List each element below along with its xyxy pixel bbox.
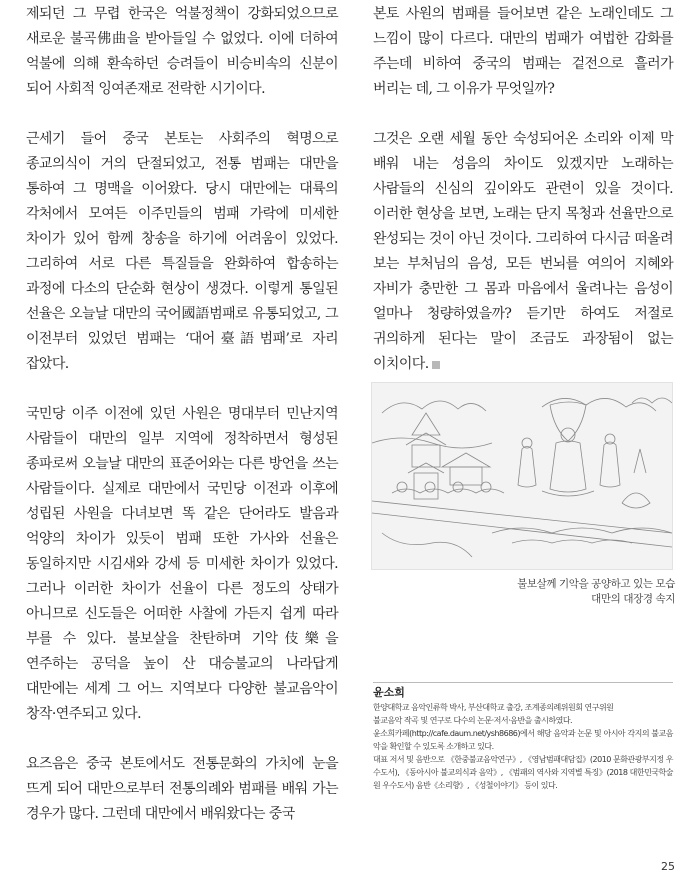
caption-line: 대만의 대장경 속지 <box>591 593 675 605</box>
author-bio <box>373 682 673 792</box>
page-number: 25 <box>661 860 675 873</box>
body-paragraph: 국민당 이주 이전에 있던 사원은 명대부터 민난지역 사람들이 대만의 일부 지역에 정착하면서 형성된 종파로써 오늘날 대만의 표준어와는 다른 방언을 쓰는 사람들이다. 실제로 대만에서 국민당 이전과 이후에 성립된 사원을 다녀보면 똑 같은 단어라도 발음과 억양의 차이가 있듯이 범패 또한 가사와 선율은 동일하지만 시김새와 강세 등 미세한 차이가 있었다. 그러나 이러한 차이가 선율이 다른 정도의 상태가 아니므로 신도들은 어떠한 사찰에 가든지 쉽게 따라 부를 수 있다. 불보살을 찬탄하며 기악伎樂을 연주하는 공덕을 높이 산 대승불교의 나라답게 대만에는 세계 그 어느 지역보다 다양한 불교음악이 창작·연주되고 있다. <box>26 406 338 722</box>
right-text-column <box>373 2 673 377</box>
bio-line: 불교음악 작곡 및 연구로 다수의 논문·저서·음반을 출시하였다. <box>373 716 573 725</box>
end-of-article-mark <box>432 361 440 369</box>
bio-line: 윤소희카페(http://cafe.daum.net/ysh8686)에서 해당 음악과 논문 및 아시아 각지의 불교음악을 확인할 수 있도록 소개하고 있다. <box>373 729 673 751</box>
bio-divider <box>373 682 673 683</box>
bio-line: 대표 저서 및 음반으로 《한중불교음악연구》, 《영남범패대담집》(2010 문화관광부지정 우수도서), 《동아시아 불교의식과 음악》, 《범패의 역사와 지역별 특징》(2018 대한민국학술원 우수도서) 음반《소리향》, 《성철이야기》 등이 있다. <box>373 755 673 790</box>
body-paragraph: 근세기 들어 중국 본토는 사회주의 혁명으로 종교의식이 거의 단절되었고, 전통 범패는 대만을 통하여 그 명맥을 이어왔다. 당시 대만에는 대륙의 각처에서 모여든 이주민들의 범패 가락에 미세한 차이가 있어 함께 창송을 하기에 어려움이 있었다. 그리하여 서로 다른 특질들을 완화하여 합송하는 과정에 다소의 단순화 현상이 생겼다. 이렇게 통일된 선율은 오늘날 대만의 국어國語범패로 유통되었고, 그 이전부터 있었던 범패는 ‘대어臺語범패’로 자리 잡았다. <box>26 131 338 372</box>
body-paragraph-final <box>373 127 673 377</box>
buddhist-illustration <box>372 383 673 570</box>
body-paragraph: 제되던 그 무렵 한국은 억불정책이 강화되었으므로 새로운 불곡佛曲을 받아들일 수 없었다. 이에 더하여 억불에 의해 환속하던 승려들이 비승비속의 신분이 되어 사회적 잉여존재로 전락한 시기이다. <box>26 6 338 97</box>
body-paragraph: 요즈음은 중국 본토에서도 전통문화의 가치에 눈을 뜨게 되어 대만으로부터 전통의례와 범패를 배워 가는 경우가 많다. 그런데 대만에서 배워왔다는 중국 <box>26 756 338 822</box>
left-text-column <box>26 2 338 827</box>
buddhist-illustration-figure <box>371 382 673 570</box>
body-paragraph-text: 그것은 오랜 세월 동안 숙성되어온 소리와 이제 막 배워 내는 성음의 차이도 있겠지만 노래하는 사람들의 신심의 깊이와도 관련이 있을 것이다. 이러한 현상을 보면, 노래는 단지 목청과 선율만으로 완성되는 것이 아닌 것이다. 그리하여 다시금 떠올려 보는 부처님의 음성, 모든 번뇌를 여의어 지혜와 자비가 충만한 그 몸과 마음에서 울려나는 음성이 얼마나 청량하였을까? 듣기만 하여도 저절로 귀의하게 된다는 말이 조금도 과장됨이 없는 이치이다. <box>373 131 673 372</box>
caption-line: 불보살께 기악을 공양하고 있는 모습 <box>517 578 675 590</box>
bio-line: 한양대학교 음악인류학 박사, 부산대학교 출강, 조계종의례위원회 연구위원 <box>373 703 614 712</box>
body-paragraph: 본토 사원의 범패를 들어보면 같은 노래인데도 그 느낌이 많이 다르다. 대만의 범패가 여법한 감화를 주는데 비하여 중국의 범패는 겉전으로 흘러가 버리는 데, 그 이유가 무엇일까? <box>373 6 673 97</box>
figure-caption <box>470 577 675 607</box>
author-name: 윤소희 <box>373 686 405 699</box>
